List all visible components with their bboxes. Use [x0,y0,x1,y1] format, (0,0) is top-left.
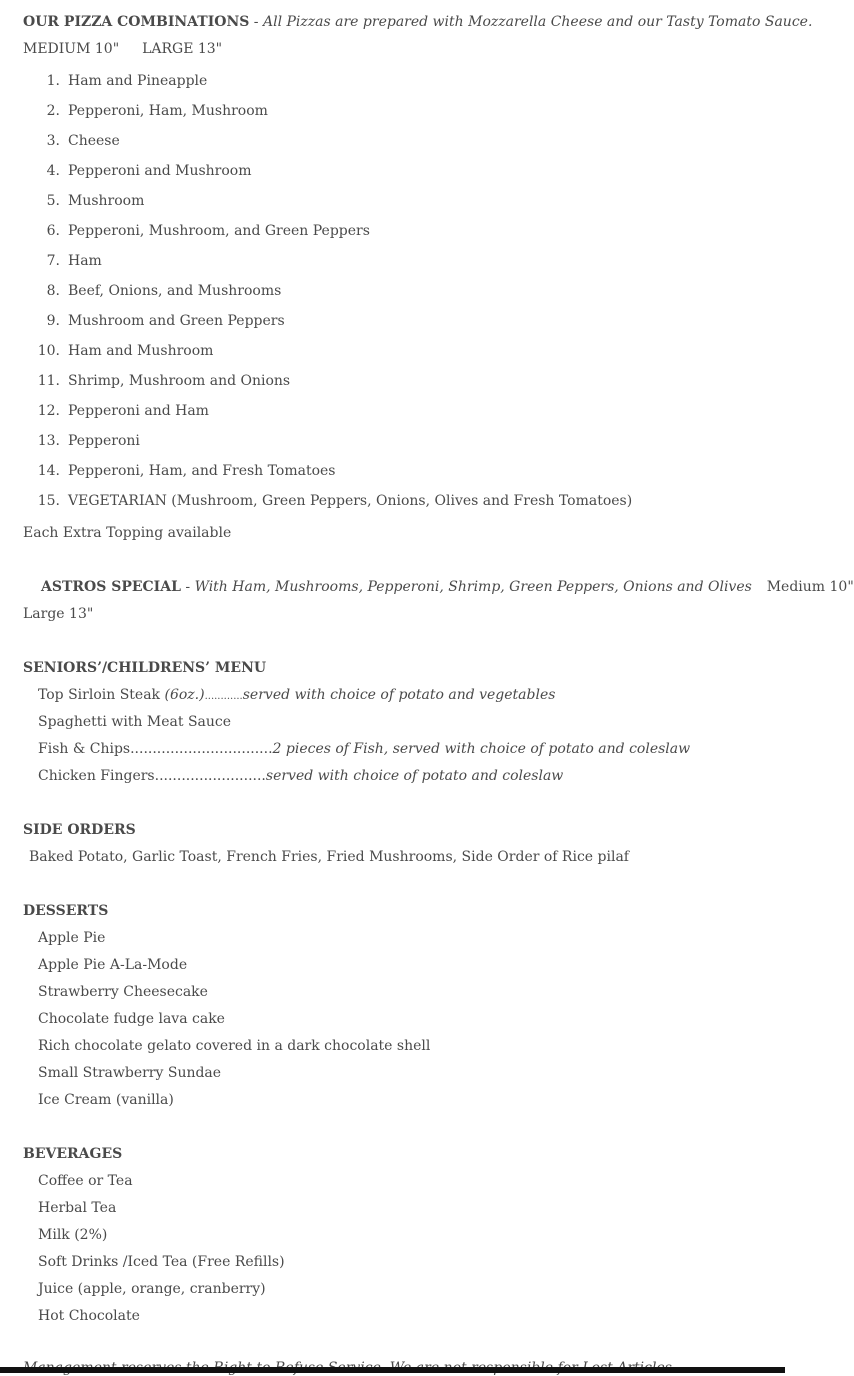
pizza-item [0,341,760,371]
pizza-item-name: Ham and Mushroom [68,343,214,359]
pizza-item [0,371,760,401]
pizza-item [0,401,760,431]
astros-description: With Ham, Mushrooms, Pepperoni, Shrimp, Green Peppers, Onions and Olives [194,579,752,595]
pizza-item [0,191,760,221]
pizza-item-name: Ham and Pineapple [68,73,208,89]
pizza-item-name: Ham [68,253,102,269]
seniors-item [38,686,555,706]
pizza-item-number: 15. [37,493,60,509]
desserts-heading: DESSERTS [23,903,109,919]
pizza-size-large: LARGE 13" [142,41,223,57]
pizza-item-name: Mushroom [68,193,145,209]
pizza-item [0,281,760,311]
dessert-item: Ice Cream (vanilla) [38,1092,174,1108]
dessert-item: Rich chocolate gelato covered in a dark chocolate shell [38,1038,431,1054]
dessert-item: Strawberry Cheesecake [38,984,208,1000]
beverage-item: Herbal Tea [38,1200,117,1216]
seniors-item-name: Chicken Fingers [38,768,155,784]
pizza-heading: OUR PIZZA COMBINATIONS [23,14,250,30]
pizza-item-name: Pepperoni and Ham [68,403,209,419]
pizza-item-name: Beef, Onions, and Mushrooms [68,283,282,299]
dessert-item: Apple Pie [38,930,106,946]
pizza-item-name: Pepperoni [68,433,140,449]
dessert-item: Small Strawberry Sundae [38,1065,222,1081]
seniors-heading: SENIORS’/CHILDRENS’ MENU [23,660,267,676]
pizza-item [0,311,760,341]
pizza-item [0,131,760,161]
pizza-item-number: 2. [46,103,60,119]
pizza-item-number: 14. [37,463,60,479]
seniors-item [38,767,563,785]
pizza-item-name: Mushroom and Green Peppers [68,313,285,329]
pizza-sizes-line [23,40,222,58]
beverage-item: Hot Chocolate [38,1308,140,1324]
extra-topping-text: Each Extra Topping available [23,525,232,541]
pizza-item [0,161,760,191]
seniors-item-portion: (6oz.) [164,687,205,703]
pizza-item-number: 12. [37,403,60,419]
seniors-item [38,740,690,758]
pizza-item-name: Pepperoni, Ham, and Fresh Tomatoes [68,463,336,479]
seniors-item-name: Spaghetti with Meat Sauce [38,714,232,730]
pizza-item [0,221,760,251]
astros-size-large: Large 13" [23,606,94,622]
pizza-list [0,71,760,521]
beverage-item: Milk (2%) [38,1227,108,1243]
pizza-item-number: 9. [46,313,60,329]
astros-special-line [41,578,854,596]
astros-size-medium: Medium 10" [766,579,854,595]
pizza-item-name: Pepperoni and Mushroom [68,163,252,179]
pizza-item [0,431,760,461]
pizza-item-number: 1. [46,73,60,89]
pizza-item-number: 7. [46,253,60,269]
sides-text: Baked Potato, Garlic Toast, French Fries, Fried Mushrooms, Side Order of Rice pilaf [29,849,629,865]
dessert-item: Chocolate fudge lava cake [38,1011,225,1027]
pizza-separator: - [249,14,263,30]
pizza-item-name: Pepperoni, Mushroom, and Green Peppers [68,223,370,239]
pizza-item-number: 4. [46,163,60,179]
pizza-item [0,491,760,521]
sides-heading: SIDE ORDERS [23,822,136,838]
pizza-item-name: Pepperoni, Ham, Mushroom [68,103,268,119]
seniors-item-description: served with choice of potato and coleslaw [265,768,564,784]
astros-separator: - [180,579,195,595]
bottom-bar [0,1367,785,1373]
beverage-item: Soft Drinks /Iced Tea (Free Refills) [38,1254,285,1270]
astros-heading: ASTROS SPECIAL [41,579,181,595]
pizza-item-number: 13. [37,433,60,449]
seniors-item-leader: ............ [204,691,243,702]
seniors-item-leader: ................................ [130,741,273,757]
pizza-item-number: 10. [37,343,60,359]
pizza-item [0,101,760,131]
pizza-description: All Pizzas are prepared with Mozzarella Cheese and our Tasty Tomato Sauce. [263,14,813,30]
pizza-item [0,251,760,281]
seniors-item [38,713,231,731]
pizza-item [0,71,760,101]
seniors-item-name: Top Sirloin Steak [38,687,165,703]
pizza-item-number: 8. [46,283,60,299]
beverages-heading: BEVERAGES [23,1146,123,1162]
seniors-item-name: Fish & Chips [38,741,131,757]
pizza-size-medium: MEDIUM 10" [23,41,120,57]
pizza-item-name: Shrimp, Mushroom and Onions [68,373,291,389]
pizza-item-number: 6. [46,223,60,239]
beverage-item: Juice (apple, orange, cranberry) [38,1281,266,1297]
pizza-item-number: 3. [46,133,60,149]
pizza-item [0,461,760,491]
beverage-item: Coffee or Tea [38,1173,133,1189]
seniors-item-description: 2 pieces of Fish, served with choice of potato and coleslaw [272,741,691,757]
pizza-header-line [23,13,812,31]
seniors-item-leader: ......................... [154,768,266,784]
pizza-item-name: VEGETARIAN (Mushroom, Green Peppers, Onions, Olives and Fresh Tomatoes) [68,493,633,509]
dessert-item: Apple Pie A-La-Mode [38,957,188,973]
pizza-item-number: 5. [46,193,60,209]
pizza-item-number: 11. [37,373,60,389]
seniors-item-description: served with choice of potato and vegetables [242,687,556,703]
pizza-item-name: Cheese [68,133,120,149]
